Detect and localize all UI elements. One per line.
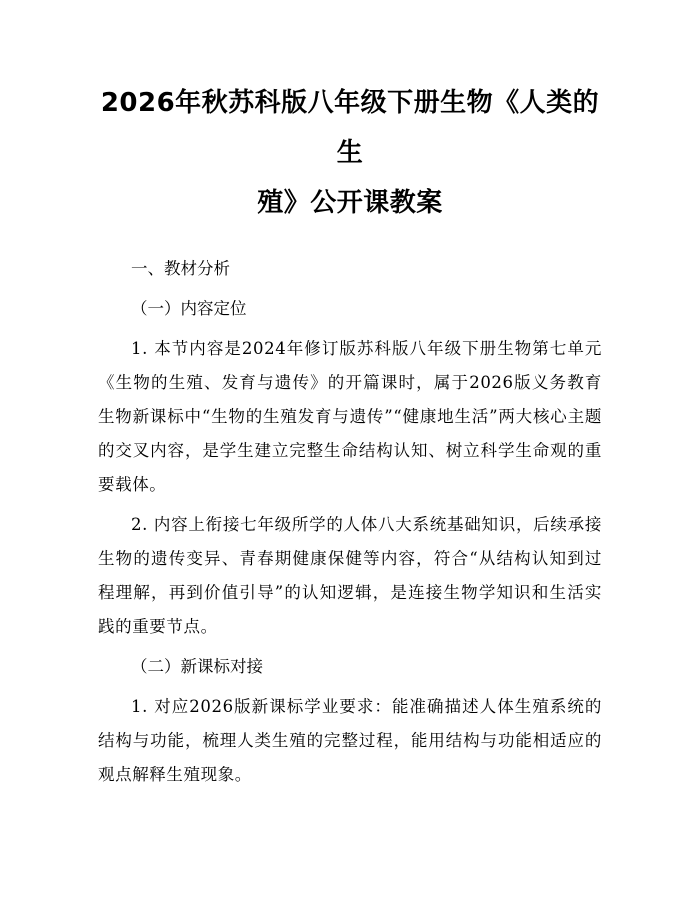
paragraph-curriculum-alignment-1: 1. 对应2026版新课标学业要求：能准确描述人体生殖系统的结构与功能，梳理人类生殖的完整过程，能用结构与功能相适应的观点解释生殖现象。	[98, 697, 602, 784]
section-heading-textbook-analysis: 一、教材分析	[131, 259, 230, 278]
subsection-heading-content-positioning: （一）内容定位	[131, 299, 247, 318]
paragraph-content-positioning-2: 2. 内容上衔接七年级所学的人体八大系统基础知识，后续承接生物的遗传变异、青春期健康保健等内容，符合“从结构认知到过程理解，再到价值引导”的认知逻辑，是连接生物学知识和生活实践的重要节点。	[98, 515, 602, 636]
title-line-2: 殖》公开课教案	[257, 188, 443, 218]
subsection-heading-curriculum-alignment: （二）新课标对接	[131, 657, 263, 676]
document-title	[98, 78, 602, 228]
title-line-1: 2026年秋苏科版八年级下册生物《人类的生	[100, 88, 600, 168]
paragraph-content-positioning-1: 1. 本节内容是2024年修订版苏科版八年级下册生物第七单元《生物的生殖、发育与遗传》的开篇课时，属于2026版义务教育生物新课标中“生物的生殖发育与遗传”“健康地生活”两大核心主题的交叉内容，是学生建立完整生命结构认知、树立科学生命观的重要载体。	[98, 339, 602, 494]
